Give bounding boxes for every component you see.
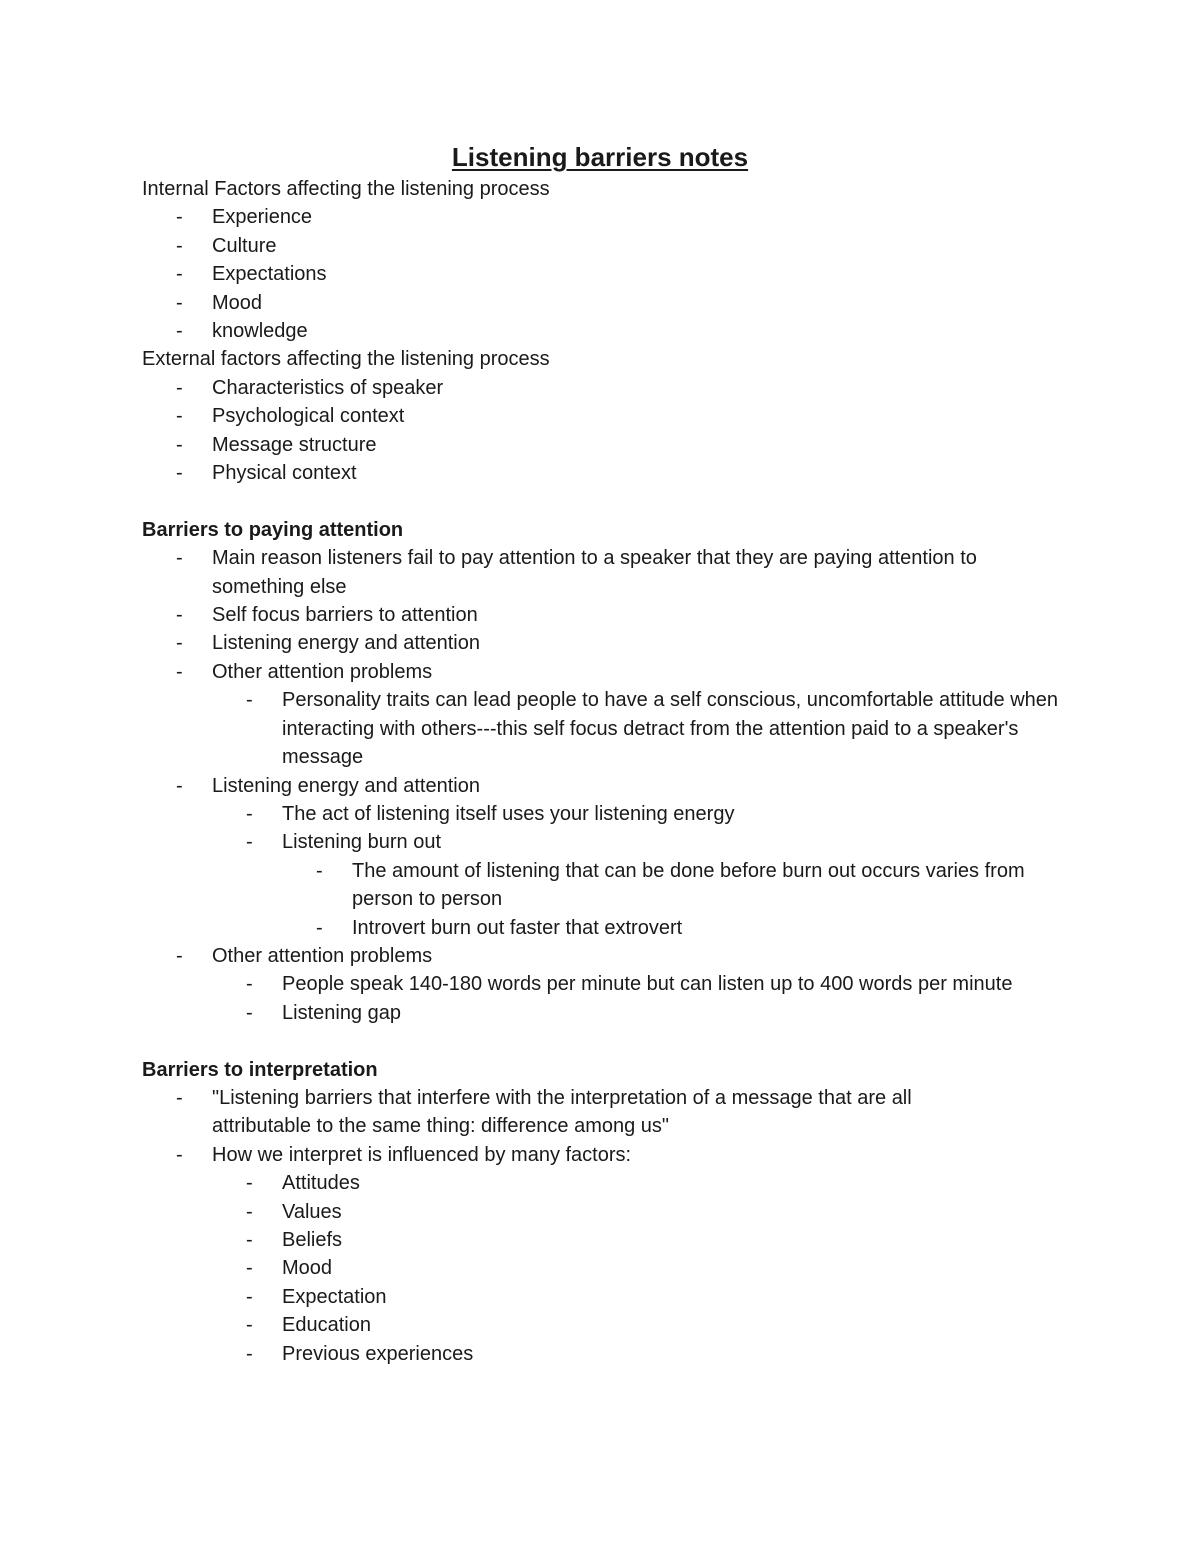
list-item: - Listening burn out - The amount of listening that can be done before burn out occurs varies from person to person - Introvert burn out faster that extrovert [212, 828, 1062, 942]
list-item: - The act of listening itself uses your listening energy [246, 802, 735, 825]
list-item: - Self focus barriers to attention [176, 604, 478, 627]
list-item: - Listening energy and attention - The act of listening itself uses your listening energy - Listening burn out - The amount of listening that can be done before burn out occurs varies from person to person - Introvert burn out faster that extrovert [142, 772, 1062, 942]
list-item: - Characteristics of speaker [176, 376, 444, 399]
internal-factors-list [142, 203, 1062, 345]
list-item: - Mood [246, 1257, 333, 1280]
attention-sublist [142, 970, 1062, 1027]
list-item: - Main reason listeners fail to pay attention to a speaker that they are paying attention to something else [176, 547, 977, 598]
list-item: - Values [246, 1200, 342, 1223]
document-title: Listening barriers notes [451, 142, 749, 172]
list-item: - Other attention problems - People speak 140-180 words per minute but can listen up to 400 words per minute - Listening gap [142, 942, 1062, 1027]
list-item: - Other attention problems - Personality traits can lead people to have a self conscious, uncomfortable attitude when interacting with others---this self focus detract from the attention paid to a speaker's message [142, 658, 1062, 772]
list-item: - Introvert burn out faster that extrovert [316, 916, 683, 939]
list-item: - People speak 140-180 words per minute but can listen up to 400 words per minute [246, 973, 1013, 996]
list-item: - Beliefs [246, 1229, 343, 1251]
attention-list [142, 544, 1062, 1027]
list-item: - Expectation [246, 1285, 387, 1308]
list-item: - Listening energy and attention [176, 632, 480, 655]
list-item: - Mood [176, 291, 263, 314]
interpretation-heading: Barriers to interpretation [142, 1058, 378, 1081]
list-item: - Listening gap [246, 1001, 401, 1024]
attention-subsublist [212, 857, 1062, 942]
spacer [142, 1027, 1062, 1055]
list-item: - Previous experiences [246, 1342, 474, 1365]
list-item: - Message structure [176, 433, 377, 456]
document-page [142, 141, 1062, 1368]
list-item: - Expectations [176, 263, 327, 286]
interpretation-list [142, 1084, 1062, 1368]
interpretation-factors-list [142, 1169, 1062, 1368]
internal-factors-heading: Internal Factors affecting the listening process [142, 178, 550, 200]
list-item: - Culture [176, 234, 277, 257]
list-item: - knowledge [176, 320, 308, 343]
list-item: - Experience [176, 206, 313, 229]
attention-sublist [142, 686, 1062, 771]
list-item: - Psychological context [176, 405, 405, 428]
attention-sublist [142, 800, 1062, 942]
list-item: - Education [246, 1314, 371, 1337]
list-item: - How we interpret is influenced by many factors: - Attitudes - Values - Beliefs - Mood - Expectation - Education - Previous experiences [142, 1141, 1062, 1368]
spacer [142, 487, 1062, 515]
external-factors-heading: External factors affecting the listening process [142, 348, 550, 371]
list-item: - Personality traits can lead people to have a self conscious, uncomfortable attitude when interacting with others---this self focus detract from the attention paid to a speaker's message [246, 689, 1059, 769]
external-factors-list [142, 374, 1062, 488]
list-item: - Physical context [176, 462, 357, 485]
list-item: - Attitudes [246, 1172, 360, 1195]
list-item: - The amount of listening that can be done before burn out occurs varies from person to person [316, 859, 1025, 911]
list-item: - "Listening barriers that interfere with the interpretation of a message that are all attributable to the same thing: difference among us" [176, 1086, 912, 1138]
attention-heading: Barriers to paying attention [142, 518, 404, 541]
